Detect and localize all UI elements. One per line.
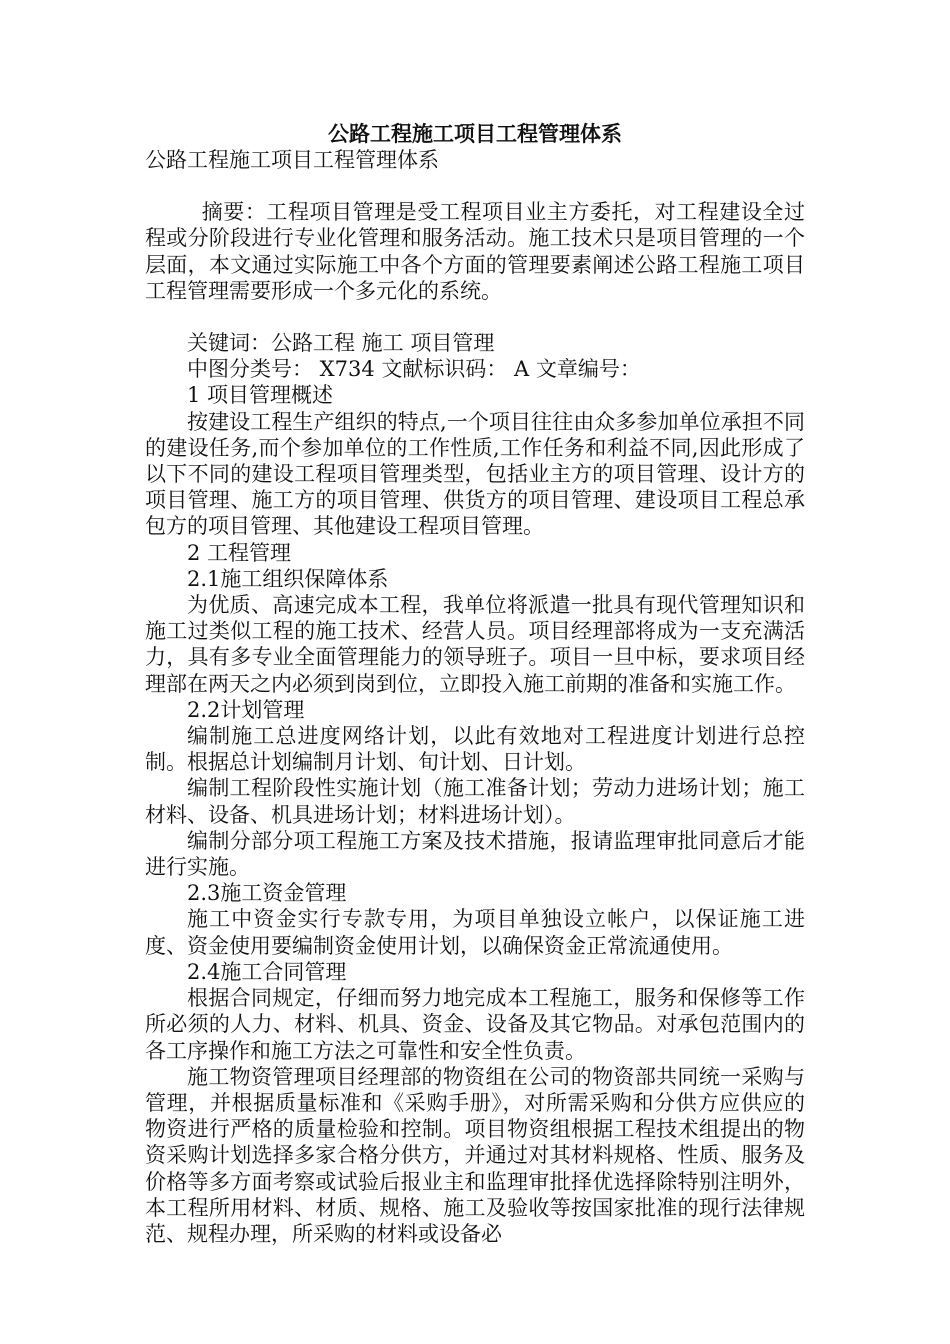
body-paragraph: 为优质、高速完成本工程，我单位将派遣一批具有现代管理知识和施工过类似工程的施工技术、经营人员。项目经理部将成为一支充满活力，具有多专业全面管理能力的领导班子。项目一旦中标，要求项目经理部在两天之内必须到岗到位，立即投入施工前期的准备和实施工作。	[145, 593, 805, 696]
keywords-line: 关键词：公路工程 施工 项目管理	[187, 331, 495, 356]
subsection-heading: 2.4施工合同管理	[187, 959, 347, 984]
body-paragraph: 编制工程阶段性实施计划（施工准备计划；劳动力进场计划；施工材料、设备、机具进场计划；材料进场计划）。	[145, 776, 805, 827]
blank-line	[145, 173, 805, 199]
blank-line	[145, 304, 805, 330]
document-page	[145, 121, 805, 1247]
body-paragraph: 按建设工程生产组织的特点,一个项目往往由众多参加单位承担不同的建设任务,而个参加单位的工作性质,工作任务和利益不同,因此形成了以下不同的建设工程项目管理类型，包括业主方的项目管理、设计方的项目管理、施工方的项目管理、供货方的项目管理、建设项目工程总承包方的项目管理、其他建设工程项目管理。	[145, 409, 805, 539]
document-subtitle: 公路工程施工项目工程管理体系	[145, 148, 439, 172]
document-title: 公路工程施工项目工程管理体系	[328, 121, 622, 146]
body-paragraph: 根据合同规定，仔细而努力地完成本工程施工，服务和保修等工作所必须的人力、材料、机具、资金、设备及其它物品。对承包范围内的各工序操作和施工方法之可靠性和安全性负责。	[145, 986, 805, 1063]
subsection-heading: 2.2计划管理	[187, 697, 305, 722]
body-paragraph: 施工中资金实行专款专用，为项目单独设立帐户，以保证施工进度、资金使用要编制资金使用计划，以确保资金正常流通使用。	[145, 907, 805, 958]
body-paragraph: 编制分部分项工程施工方案及技术措施，报请监理审批同意后才能进行实施。	[145, 828, 805, 880]
classification-line: 中图分类号： X734 文献标识码： A 文章编号：	[187, 357, 641, 382]
section-heading: 1 项目管理概述	[187, 383, 334, 408]
subsection-heading: 2.1施工组织保障体系	[187, 566, 389, 591]
abstract-paragraph: 摘要：工程项目管理是受工程项目业主方委托，对工程建设全过程或分阶段进行专业化管理和服务活动。施工技术只是项目管理的一个层面，本文通过实际施工中各个方面的管理要素阐述公路工程施工项目工程管理需要形成一个多元化的系统。	[145, 200, 805, 303]
body-paragraph: 编制施工总进度网络计划，以此有效地对工程进度计划进行总控制。根据总计划编制月计划、旬计划、日计划。	[145, 724, 805, 775]
section-heading: 2 工程管理	[187, 540, 292, 565]
subsection-heading: 2.3施工资金管理	[187, 881, 347, 906]
body-paragraph: 施工物资管理项目经理部的物资组在公司的物资部共同统一采购与管理，并根据质量标准和《采购手册》，对所需采购和分供方应供应的物资进行严格的质量检验和控制。项目物资组根据工程技术组提出的物资采购计划选择多家合格分供方，并通过对其材料规格、性质、服务及价格等多方面考察或试验后报业主和监理审批择优选择除特别注明外，本工程所用材料、材质、规格、施工及验收等按国家批准的现行法律规范、规程办理，所采购的材料或设备必	[145, 1064, 805, 1246]
